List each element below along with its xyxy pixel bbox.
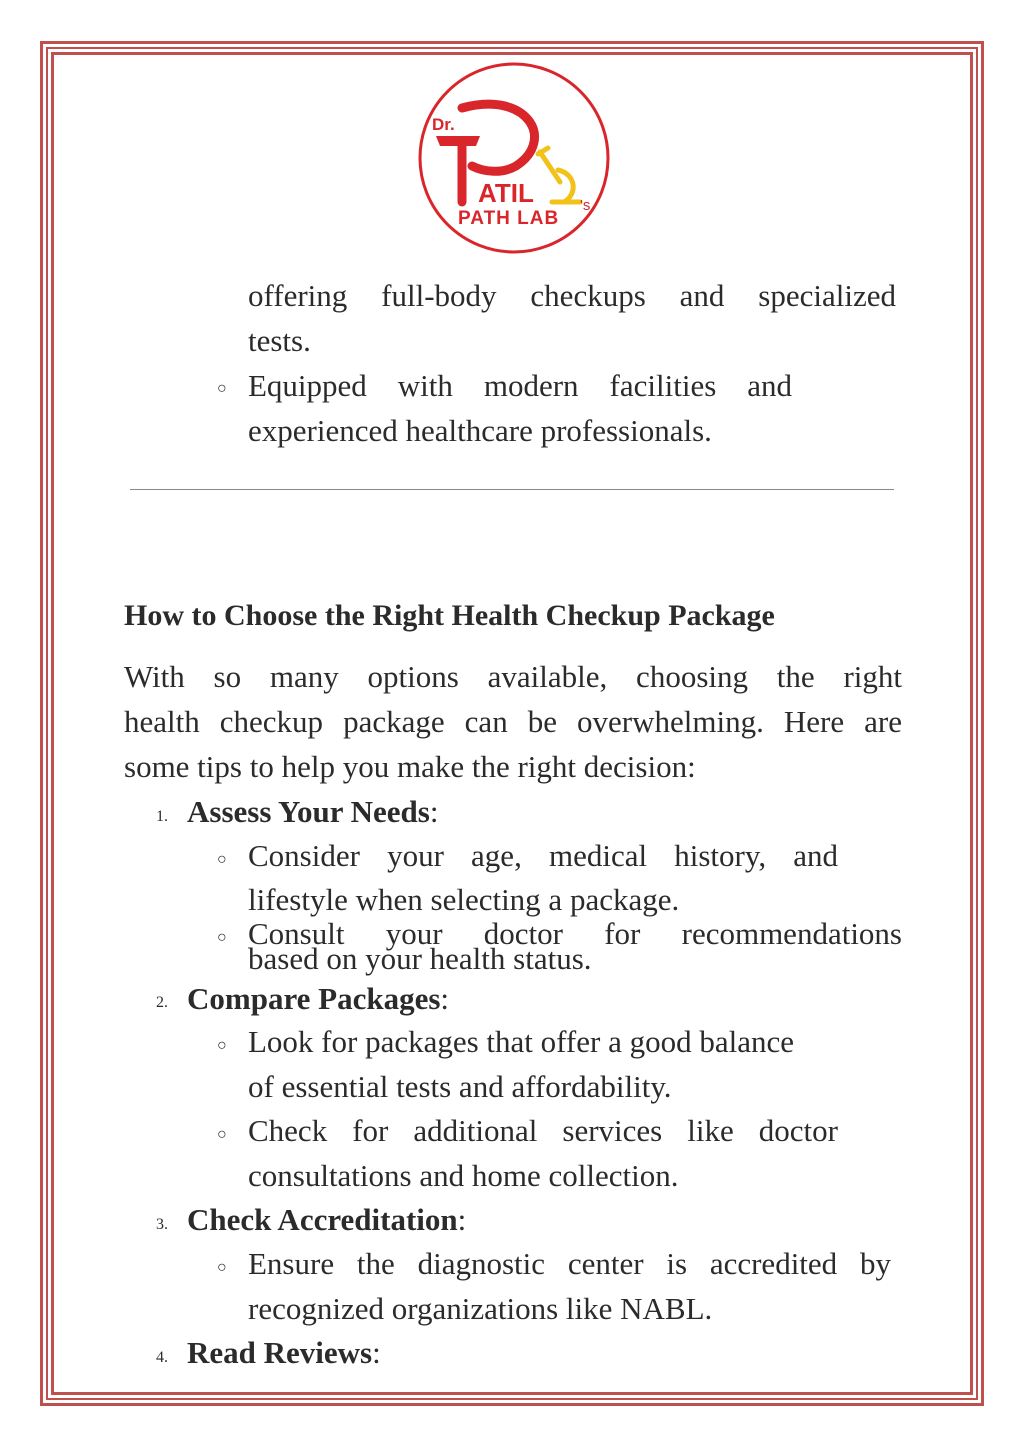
bullet-marker: ○ — [217, 1037, 227, 1054]
item-number: 1. — [156, 808, 168, 825]
intro-line-1: With so many options available, choosing the right — [124, 659, 902, 694]
item-1-bullet-1-line-2: lifestyle when selecting a package. — [248, 882, 680, 917]
item-title: Read Reviews: — [187, 1335, 381, 1370]
item-title: Compare Packages: — [187, 981, 450, 1016]
item-2-bullet-2-line-2: consultations and home collection. — [248, 1158, 679, 1193]
intro-line-2: health checkup package can be overwhelming. Here are — [124, 704, 902, 739]
item-3-bullet-1-line-2: recognized organizations like NABL. — [248, 1291, 713, 1326]
top-line-2: tests. — [248, 323, 311, 358]
item-number: 2. — [156, 994, 168, 1011]
item-title: Check Accreditation: — [187, 1202, 467, 1237]
bullet-marker: ○ — [217, 929, 227, 946]
item-2-bullet-1-line-1: Look for packages that offer a good balance — [248, 1024, 794, 1059]
intro-line-3: some tips to help you make the right decision: — [124, 749, 696, 784]
item-3-bullet-1-line-1: Ensure the diagnostic center is accredited by — [248, 1246, 891, 1281]
logo-atil-text: ATIL — [478, 178, 534, 208]
bullet-marker: ○ — [217, 1259, 227, 1276]
top-bullet-2-line-1: Equipped with modern facilities and — [248, 368, 792, 403]
item-1-bullet-2-line-2: based on your health status. — [248, 941, 592, 976]
item-title: Assess Your Needs: — [187, 794, 439, 829]
section-divider — [130, 489, 894, 490]
item-2-bullet-1-line-2: of essential tests and affordability. — [248, 1069, 672, 1104]
item-2-bullet-2-line-1: Check for additional services like doctor — [248, 1113, 838, 1148]
item-number: 4. — [156, 1349, 168, 1366]
item-1-bullet-1-line-1: Consider your age, medical history, and — [248, 838, 838, 873]
logo-possessive-text: 's — [580, 197, 591, 214]
path-lab-logo — [418, 62, 610, 254]
bullet-marker: ○ — [217, 380, 227, 397]
logo-path-lab-text: PATH LAB — [458, 208, 560, 229]
top-bullet-2-line-2: experienced healthcare professionals. — [248, 413, 712, 448]
bullet-marker: ○ — [217, 851, 227, 868]
section-heading: How to Choose the Right Health Checkup Package — [124, 599, 775, 632]
top-line-1: offering full-body checkups and specialized — [248, 278, 896, 313]
item-number: 3. — [156, 1216, 168, 1233]
logo-dr-text: Dr. — [432, 115, 455, 134]
item-1-bullet-2-line-1: Consult your doctor for recommendations — [248, 916, 902, 951]
bullet-marker: ○ — [217, 1126, 227, 1143]
